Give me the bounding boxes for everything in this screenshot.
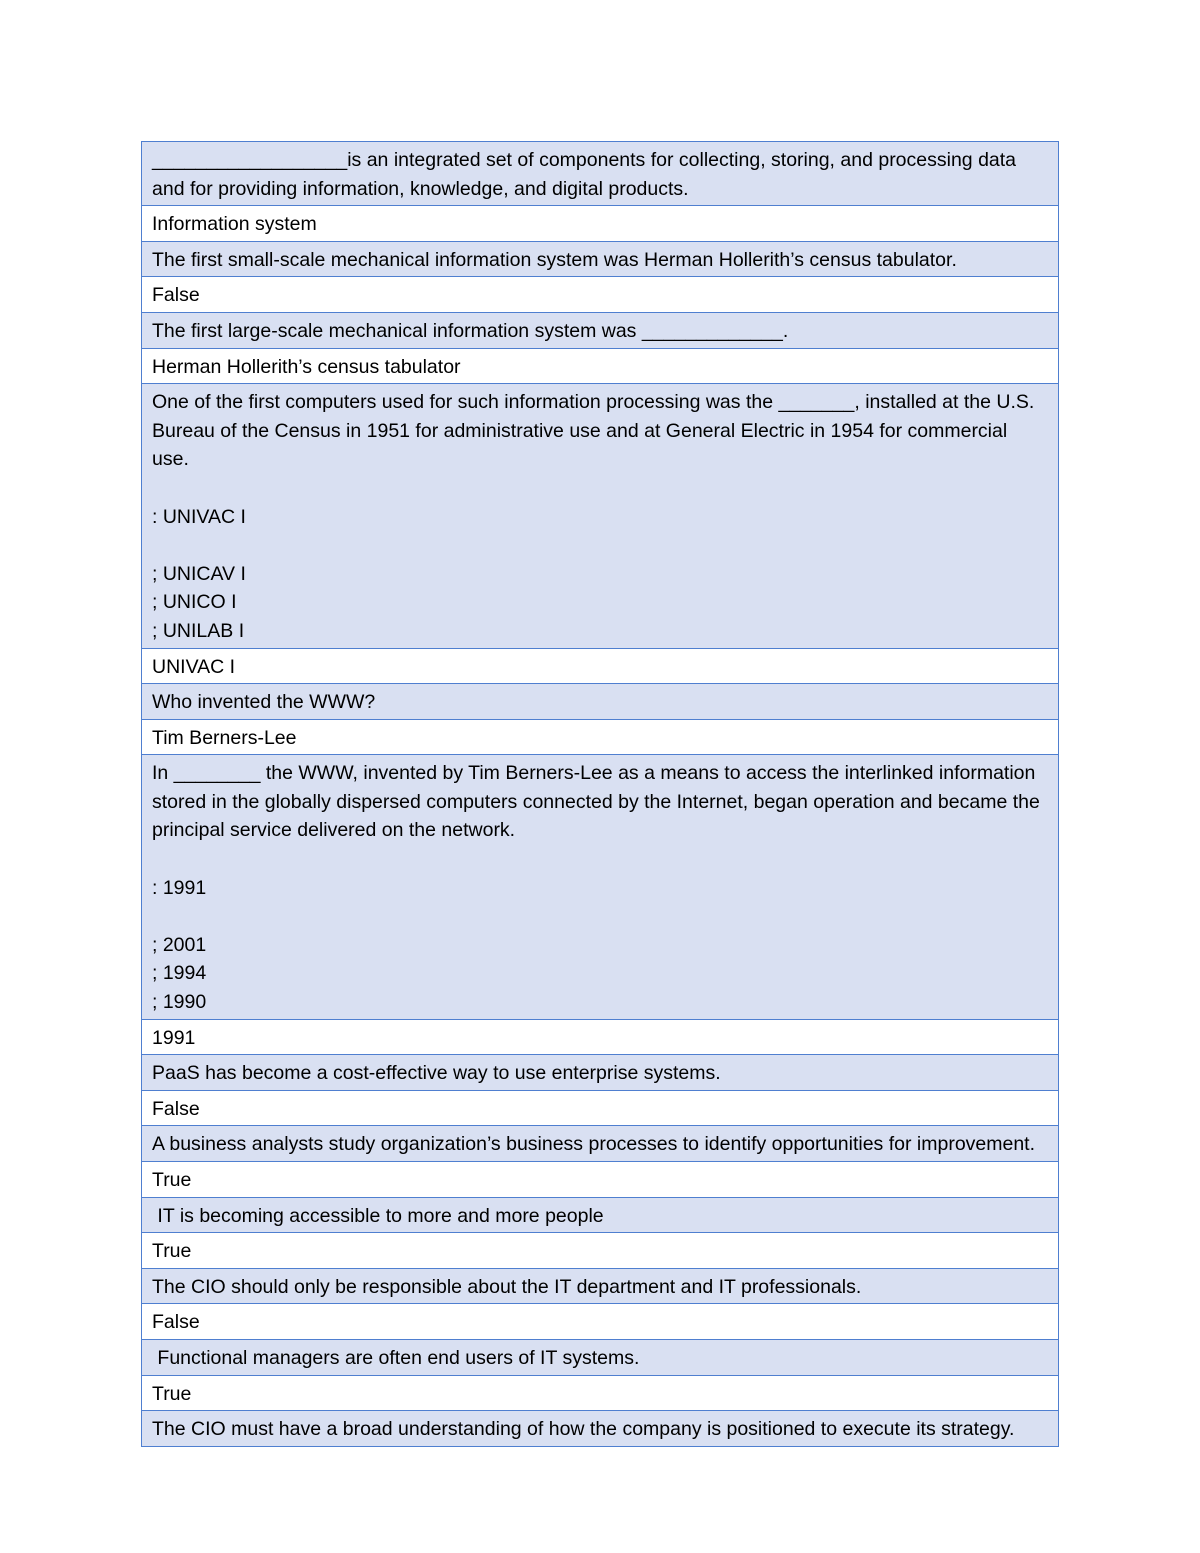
answer-text: 1991 xyxy=(142,1019,1059,1055)
question-row xyxy=(142,312,1059,348)
answer-row xyxy=(142,1233,1059,1269)
question-row xyxy=(142,684,1059,720)
question-row xyxy=(142,1268,1059,1304)
answer-text: True xyxy=(142,1162,1059,1198)
answer-row xyxy=(142,1304,1059,1340)
answer-row xyxy=(142,206,1059,242)
answer-row xyxy=(142,1162,1059,1198)
question-text: IT is becoming accessible to more and more people xyxy=(142,1197,1059,1233)
answer-text: False xyxy=(142,1090,1059,1126)
answer-text: Herman Hollerith’s census tabulator xyxy=(142,348,1059,384)
answer-text: False xyxy=(142,277,1059,313)
answer-row xyxy=(142,1090,1059,1126)
answer-text: False xyxy=(142,1304,1059,1340)
question-row xyxy=(142,241,1059,277)
answer-text: Information system xyxy=(142,206,1059,242)
qa-table xyxy=(141,141,1059,1447)
answer-row xyxy=(142,277,1059,313)
question-row xyxy=(142,142,1059,206)
answer-text: True xyxy=(142,1375,1059,1411)
question-row xyxy=(142,1197,1059,1233)
question-row xyxy=(142,1126,1059,1162)
question-row xyxy=(142,384,1059,648)
question-text: One of the first computers used for such information processing was the _______, installed at the U.S. Bureau of the Census in 1951 for administrative use and at General Electric in 1954 for commercial use. : UNIVAC I ; UNICAV I ; UNICO I ; UNILAB I xyxy=(142,384,1059,648)
answer-row xyxy=(142,1019,1059,1055)
question-row xyxy=(142,1339,1059,1375)
question-text: Functional managers are often end users of IT systems. xyxy=(142,1339,1059,1375)
question-text: A business analysts study organization’s business processes to identify opportunities for improvement. xyxy=(142,1126,1059,1162)
question-text: __________________is an integrated set of components for collecting, storing, and processing data and for providing information, knowledge, and digital products. xyxy=(142,142,1059,206)
answer-text: True xyxy=(142,1233,1059,1269)
answer-row xyxy=(142,348,1059,384)
question-text: The CIO should only be responsible about the IT department and IT professionals. xyxy=(142,1268,1059,1304)
question-text: The CIO must have a broad understanding of how the company is positioned to execute its strategy. xyxy=(142,1411,1059,1447)
answer-text: Tim Berners-Lee xyxy=(142,719,1059,755)
qa-table-body xyxy=(142,142,1059,1447)
answer-row xyxy=(142,1375,1059,1411)
question-text: In ________ the WWW, invented by Tim Berners-Lee as a means to access the interlinked information stored in the globally dispersed computers connected by the Internet, began operation and became the principal service delivered on the network. : 1991 ; 2001 ; 1994 ; 1990 xyxy=(142,755,1059,1019)
question-row xyxy=(142,755,1059,1019)
question-text: The first large-scale mechanical information system was _____________. xyxy=(142,312,1059,348)
question-text: Who invented the WWW? xyxy=(142,684,1059,720)
question-text: The first small-scale mechanical information system was Herman Hollerith’s census tabulator. xyxy=(142,241,1059,277)
answer-text: UNIVAC I xyxy=(142,648,1059,684)
answer-row xyxy=(142,719,1059,755)
question-row xyxy=(142,1055,1059,1091)
question-row xyxy=(142,1411,1059,1447)
question-text: PaaS has become a cost-effective way to use enterprise systems. xyxy=(142,1055,1059,1091)
answer-row xyxy=(142,648,1059,684)
